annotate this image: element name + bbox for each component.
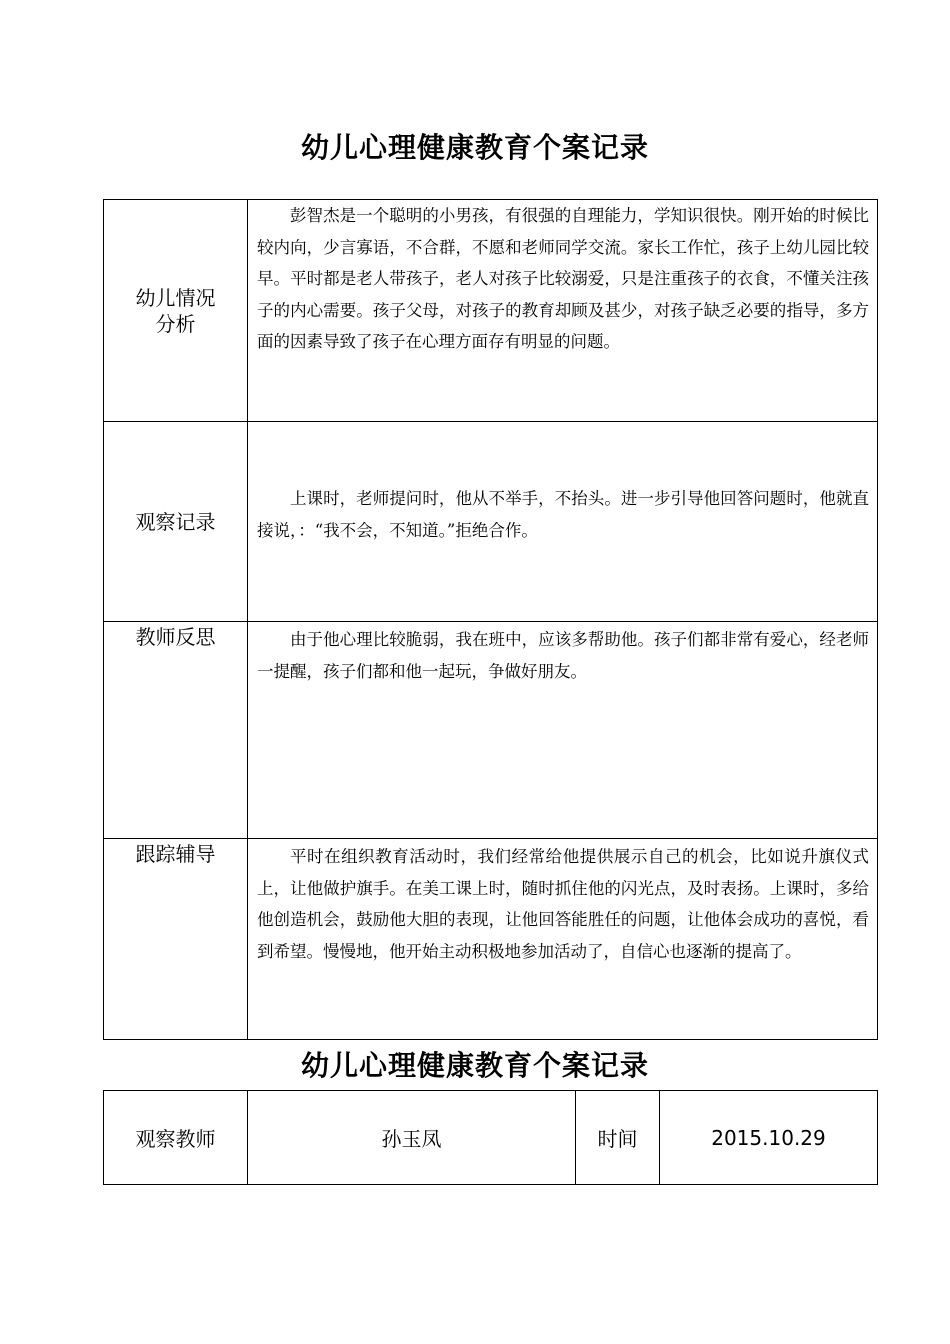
teacher-label: 观察教师 — [104, 1091, 248, 1185]
reflection-label: 教师反思 — [104, 622, 248, 839]
observation-content — [248, 422, 878, 622]
tracking-content — [248, 839, 878, 1040]
analysis-label-line-1: 幼儿情况 — [135, 285, 216, 310]
tracking-row — [104, 839, 878, 1040]
info-row — [104, 1091, 878, 1185]
analysis-text: 彭智杰是一个聪明的小男孩，有很强的自理能力，学知识很快。刚开始的时候比较内向，少言寡语，不合群，不愿和老师同学交流。家长工作忙，孩子上幼儿园比较早。平时都是老人带孩子，老人对孩子比较溺爱，只是注重孩子的衣食，不懂关注孩子的内心需要。孩子父母，对孩子的教育却顾及甚少，对孩子缺乏必要的指导，多方面的因素导致了孩子在心理方面存有明显的问题。 — [257, 206, 869, 351]
reflection-content — [248, 622, 878, 839]
analysis-label-line-2: 分析 — [155, 311, 196, 336]
observation-row — [104, 422, 878, 622]
record-date: 2015.10.29 — [660, 1091, 878, 1185]
page-title: 幼儿心理健康教育个案记录 — [300, 131, 649, 164]
case-record-table — [103, 199, 878, 1040]
reflection-row — [104, 622, 878, 839]
time-label: 时间 — [576, 1091, 660, 1185]
observation-label: 观察记录 — [104, 422, 248, 622]
tracking-text: 平时在组织教育活动时，我们经常给他提供展示自己的机会，比如说升旗仪式上，让他做护旗手。在美工课上时，随时抓住他的闪光点，及时表扬。上课时，多给他创造机会，鼓励他大胆的表现，让他回答能胜任的问题，让他体会成功的喜悦，看到希望。慢慢地，他开始主动积极地参加活动了，自信心也逐渐的提高了。 — [257, 847, 869, 961]
tracking-label: 跟踪辅导 — [104, 839, 248, 1040]
observation-text: 上课时，老师提问时，他从不举手，不抬头。进一步引导他回答问题时，他就直接说，：“我不会，不知道。”拒绝合作。 — [257, 489, 869, 540]
page-title-repeat: 幼儿心理健康教育个案记录 — [300, 1049, 649, 1082]
record-info-table — [103, 1090, 878, 1185]
teacher-name: 孙玉凤 — [248, 1091, 576, 1185]
analysis-row — [104, 200, 878, 422]
reflection-text: 由于他心理比较脆弱，我在班中，应该多帮助他。孩子们都非常有爱心，经老师一提醒，孩子们都和他一起玩，争做好朋友。 — [257, 630, 869, 681]
analysis-content — [248, 200, 878, 422]
analysis-label — [104, 200, 248, 422]
